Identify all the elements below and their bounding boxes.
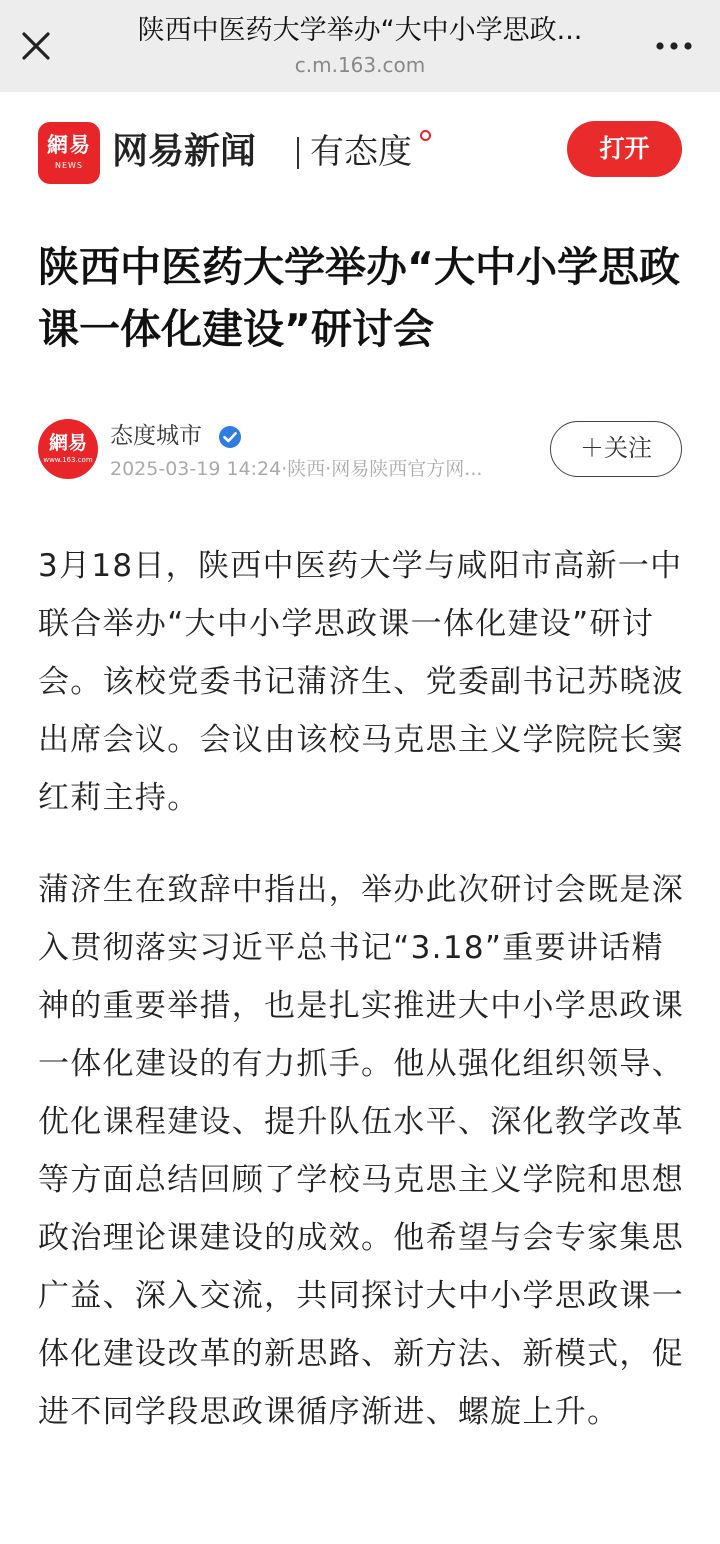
- logo-subtext: NEWS: [54, 161, 84, 170]
- more-dots-icon[interactable]: [654, 32, 694, 60]
- avatar-subtext: www.163.com: [43, 456, 93, 464]
- brand-slogan: 有态度: [310, 132, 412, 172]
- article-paragraph-2: 蒲济生在致辞中指出，举办此次研讨会既是深入贯彻落实习近平总书记“3.18”重要讲话精神的重要举措，也是扎实推进大中小学思政课一体化建设的有力抓手。他从强化组织领导、优化课程建设、提升队伍水平、深化教学改革等方面总结回顾了学校马克思主义学院和思想政治理论课建设的成效。他希望与会专家集思广益、深入交流，共同探讨大中小学思政课一体化建设改革的新思路、新方法、新模式，促进不同学段思政课循序渐进、螺旋上升。: [38, 872, 684, 1430]
- author-avatar[interactable]: [38, 419, 98, 479]
- article-meta: 2025-03-19 14:24·陕西·网易陕西官方网...: [110, 458, 483, 480]
- browser-url: c.m.163.com: [294, 53, 426, 77]
- brand-divider: [297, 137, 299, 169]
- author-name[interactable]: 态度城市: [110, 423, 202, 449]
- avatar-text: 網易: [48, 432, 87, 454]
- slogan-dot-icon: [420, 130, 431, 141]
- verified-badge-icon: [218, 425, 242, 449]
- brand-name: 网易新闻: [112, 131, 257, 172]
- netease-news-logo: [38, 122, 100, 184]
- close-icon[interactable]: [16, 24, 56, 68]
- open-app-button[interactable]: 打开: [567, 121, 682, 177]
- browser-top-bar: [0, 0, 720, 92]
- article-title: 陕西中医药大学举办“大中小学思政课一体化建设”研讨会: [38, 243, 680, 353]
- app-download-banner: [0, 92, 720, 212]
- logo-text: 網易: [47, 132, 91, 157]
- article-paragraph-1: 3月18日，陕西中医药大学与咸阳市高新一中联合举办“大中小学思政课一体化建设”研讨会。该校党委书记蒲济生、党委副书记苏晓波出席会议。会议由该校马克思主义学院院长窦红莉主持。: [38, 548, 684, 816]
- browser-title-area: [86, 12, 634, 78]
- browser-page-title: 陕西中医药大学举办“大中小学思政...: [137, 15, 583, 46]
- follow-button[interactable]: ＋关注: [550, 421, 682, 477]
